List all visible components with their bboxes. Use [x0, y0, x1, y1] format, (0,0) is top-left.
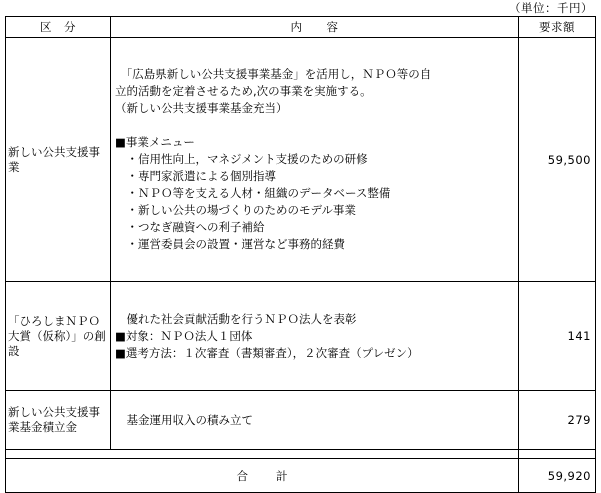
- content-line: 立的活動を定着させるため,次の事業を実施する。: [115, 84, 372, 98]
- total-label-right: 計: [276, 468, 288, 483]
- menu-item: ・運営委員会の設置・運営など事務的経費: [115, 237, 345, 251]
- row-amount: 279: [519, 391, 596, 450]
- total-label: [6, 459, 519, 493]
- menu-item: ・ＮＰＯ等を支える人材・組織のデータベース整備: [115, 186, 391, 200]
- row-content: [111, 391, 519, 450]
- budget-table: [5, 16, 596, 493]
- table-row: [6, 38, 596, 282]
- row-content: [111, 282, 519, 391]
- menu-item: ・新しい公共の場づくりのためのモデル事業: [115, 203, 356, 217]
- total-row: [6, 459, 596, 493]
- menu-title: ■事業メニュー: [115, 135, 195, 149]
- unit-label: （単位：千円）: [509, 1, 593, 15]
- row-category: 新しい公共支援事業: [6, 38, 111, 282]
- header-amount: 要求額: [519, 17, 596, 38]
- row-category: 「ひろしまＮＰＯ大賞（仮称）」の創設: [6, 282, 111, 391]
- content-line: 「広島県新しい公共支援事業基金」を活用し，ＮＰＯ等の自: [115, 67, 432, 81]
- row-content: [111, 38, 519, 282]
- content-line: ■対象：ＮＰＯ法人１団体: [115, 328, 253, 343]
- menu-item: ・専門家派遣による個別指導: [115, 169, 276, 183]
- menu-item: ・信用性向上，マネジメント支援のための研修: [115, 152, 368, 166]
- menu-item: ・つなぎ融資への利子補給: [115, 220, 265, 234]
- content-line: 優れた社会貢献活動を行うＮＰＯ法人を表彰: [115, 311, 357, 326]
- header-content: 内 容: [111, 17, 519, 38]
- row-amount: 141: [519, 282, 596, 391]
- table-spacer: [6, 450, 596, 459]
- content-line: ■選考方法：１次審査（書類審査），２次審査（プレゼン）: [115, 345, 419, 360]
- table-header-row: [6, 17, 596, 38]
- row-amount: 59,500: [519, 38, 596, 282]
- content-line: （新しい公共支援事業基金充当）: [115, 101, 288, 115]
- table-row: [6, 282, 596, 391]
- row-category: 新しい公共支援事業基金積立金: [6, 391, 111, 450]
- content-line: 基金運用収入の積み立て: [115, 412, 253, 427]
- table-row: [6, 391, 596, 450]
- total-label-left: 合: [236, 468, 248, 483]
- header-category: 区 分: [6, 17, 111, 38]
- total-amount: 59,920: [519, 459, 596, 493]
